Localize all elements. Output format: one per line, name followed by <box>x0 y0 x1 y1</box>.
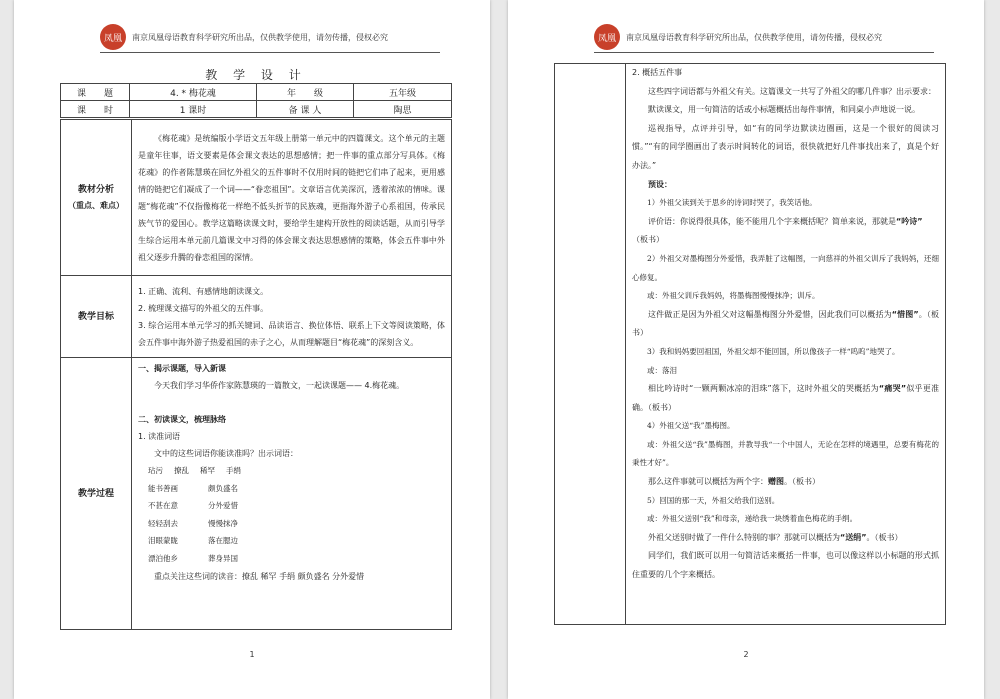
publisher-seal-icon: 凤凰 <box>594 24 620 50</box>
page-header <box>100 22 440 53</box>
word-item: 慢慢抹净 <box>208 518 238 528</box>
meta-grade: 五年级 <box>354 84 452 101</box>
closing-text: 同学们，我们既可以用一句简洁话来概括一件事，也可以像这样以小标题的形式抓住重要的几个字来概括。 <box>632 551 939 580</box>
word-row <box>148 550 445 568</box>
page-header <box>594 22 934 53</box>
word-list <box>138 462 445 568</box>
lesson-table <box>60 119 452 630</box>
event-2: 2）外祖父对墨梅图分外爱惜，我弄脏了这幅图，一向慈祥的外祖父训斥了我妈妈，还细心修复。 <box>632 253 939 282</box>
goals-cell <box>132 276 452 358</box>
document-title: 教 学 设 计 <box>205 68 307 82</box>
header-notice: 南京凤凰母语教育科学研究所出品，仅供教学使用，请勿传播，侵权必究 <box>626 33 882 42</box>
word-item: 能书善画 <box>148 483 178 493</box>
word-row <box>148 532 445 550</box>
word-item: 泪眼蒙眬 <box>148 536 178 546</box>
event-1: 1）外祖父读到关于思乡的诗词时哭了，我笑话他。 <box>647 198 817 208</box>
question-text: 这些四字词语都与外祖父有关。这篇课文一共写了外祖父的哪几件事？出示要求： <box>648 86 936 96</box>
word-row <box>148 480 445 498</box>
meta-teacher: 陶思 <box>354 101 452 118</box>
event-4-comment: 那么这件事就可以概括为两个字：赠图。（板书） <box>648 477 820 487</box>
preset-label: 预设： <box>648 179 672 189</box>
meta-hours: 1 课时 <box>130 101 257 118</box>
event-4: 4）外祖父送“我”墨梅图。 <box>647 421 735 431</box>
word-item: 稀罕 <box>200 466 215 475</box>
word-item: 颇负盛名 <box>208 483 238 493</box>
word-item: 漂泊他乡 <box>148 553 178 563</box>
meta-label-teacher: 备 课 人 <box>257 101 354 118</box>
goal-item: 3. 综合运用本单元学习的抓关键词、品读语言、换位体悟、联系上下文等阅读策略，体会五件事中海外游子热爱祖国的赤子之心，从而理解题目“梅花魂”的深刻含义。 <box>138 320 445 347</box>
word-item: 落在腮边 <box>208 536 238 546</box>
analysis-row <box>61 120 452 276</box>
event-5-comment: 外祖父送别时做了一件什么特别的事？那就可以概括为“送绢”。（板书） <box>648 532 903 542</box>
publisher-seal-icon: 凤凰 <box>100 24 126 50</box>
intro-text: 今天我们学习华侨作家陈慧瑛的一篇散文，一起读课题—— 4.梅花魂。 <box>154 381 405 390</box>
keyword-3: “痛哭” <box>878 384 907 394</box>
meta-label-grade: 年 级 <box>257 84 354 101</box>
meta-course: 4. * 梅花魂 <box>130 84 257 101</box>
pronunciation-focus: 重点关注这些词的读音：撩乱 稀罕 手绢 颇负盛名 分外爱惜 <box>154 571 365 581</box>
page-number: 2 <box>743 650 749 659</box>
word-row <box>148 515 445 533</box>
board-note-1: （板书） <box>632 235 664 245</box>
goals-row <box>61 276 452 358</box>
subheading-read-words: 1. 读准词语 <box>138 432 181 441</box>
word-item: 葬身异国 <box>208 553 238 563</box>
event-3-alt: 或：落泪 <box>647 365 677 375</box>
header-notice: 南京凤凰母语教育科学研究所出品，仅供教学使用，请勿传播，侵权必究 <box>132 33 388 42</box>
words-prompt: 文中的这些词语你能读准吗？出示词语： <box>154 449 298 458</box>
analysis-label: 教材分析 <box>77 184 114 195</box>
subheading-summarize: 2. 概括五件事 <box>632 68 683 77</box>
event-1-comment: 评价语：你说得很具体，能不能用几个字来概括呢？简单来说，那就是“吟诗” <box>648 216 923 226</box>
meta-table <box>60 83 452 118</box>
goals-label: 教学目标 <box>61 276 132 358</box>
analysis-label-cell <box>61 120 132 276</box>
event-4-alt: 或：外祖父送“我”墨梅图，并教导我“一个中国人，无论在怎样的境遇里，总要有梅花的秉性才好”。 <box>632 439 939 468</box>
process-cell <box>132 358 452 630</box>
meta-label-hours: 课 时 <box>61 101 130 118</box>
keyword-2: “惜图” <box>891 309 919 319</box>
goal-item: 2. 梳理课文描写的外祖父的五件事。 <box>138 303 269 313</box>
section-heading-1: 一、揭示课题，导入新课 <box>138 364 226 373</box>
word-row <box>148 462 445 480</box>
word-item: 不甚在意 <box>148 501 178 511</box>
process-row <box>61 358 452 630</box>
section-heading-2: 二、初读课文，梳理脉络 <box>138 415 226 424</box>
requirement-text: 默读课文，用一句简洁的话或小标题概括出每件事情，和同桌小声地说一说。 <box>648 105 920 115</box>
analysis-text: 《梅花魂》是统编版小学语文五年级上册第一单元中的四篇课文。这个单元的主题是童年往事，语文要素是体会课文表达的思想感情；把一件事的重点部分写具体。《梅花魂》的作者陈慧瑛在回忆外祖父的五件事时不仅用时间的链把它们串了起来，更用感情的链把它们凝成了一个词——“眷恋祖国”。文章语言优美深沉，透着浓浓的情味。课题“梅花魂”不仅指像梅花一样绝不低头折节的民族魂，更指海外游子心系祖国，传承民族气节的爱国心。教学这篇略读课文时，要给学生建构开放性的阅读话题，从而引导学生综合运用本单元前几篇课文中习得的体会课文表达思想感情的策略，体会五件事中外祖父逐步升腾的眷恋祖国的深情。 <box>138 133 445 262</box>
meta-label-course: 课 题 <box>61 84 130 101</box>
event-3: 3）我和妈妈要回祖国，外祖父却不能回国，所以像孩子一样“呜呜”地哭了。 <box>647 346 900 356</box>
analysis-sublabel: （重点、难点） <box>68 200 124 210</box>
keyword-5: “送绢” <box>840 532 867 542</box>
keyword-4: 赠图 <box>768 477 784 487</box>
word-item: 撩乱 <box>174 466 189 475</box>
event-3-comment: 相比吟诗时“一颗两颗冰凉的泪珠”落下，这时外祖父的哭概括为“痛哭”似乎更准确。（板书） <box>632 384 940 412</box>
page-number: 1 <box>249 650 255 659</box>
blank-label-cell <box>555 64 626 625</box>
word-item: 手绢 <box>226 466 241 475</box>
event-2-alt: 或：外祖父训斥我妈妈，将墨梅图慢慢抹净；训斥。 <box>647 291 820 301</box>
process-label: 教学过程 <box>61 358 132 630</box>
keyword-1: “吟诗” <box>896 216 923 226</box>
guidance-text: 巡视指导，点评并引导，如“有的同学边默读边圈画，这是一个很好的阅读习惯。”“有的同学圈画出了表示时间转化的词语，很快就把好几件事找出来了，真是个好办法。” <box>632 123 939 170</box>
analysis-text-cell <box>132 120 452 276</box>
event-5-alt: 或：外祖父送别“我”和母亲，递给我一块绣着血色梅花的手绢。 <box>647 514 858 524</box>
goal-item: 1. 正确、流利、有感情地朗读课文。 <box>138 286 269 296</box>
document-page-2 <box>508 0 984 699</box>
word-item: 玷污 <box>148 466 163 475</box>
event-2-comment: 这件做正是因为外祖父对这幅墨梅图分外爱惜，因此我们可以概括为“惜图”。（板书） <box>632 309 939 338</box>
lesson-table-continued <box>554 63 946 625</box>
process-continued-cell <box>626 64 946 625</box>
word-row <box>148 497 445 515</box>
word-item: 分外爱惜 <box>208 501 238 511</box>
document-page-1 <box>14 0 490 699</box>
word-item: 轻轻刮去 <box>148 518 178 528</box>
event-5: 5）回国的那一天，外祖父给我们送别。 <box>647 495 780 505</box>
